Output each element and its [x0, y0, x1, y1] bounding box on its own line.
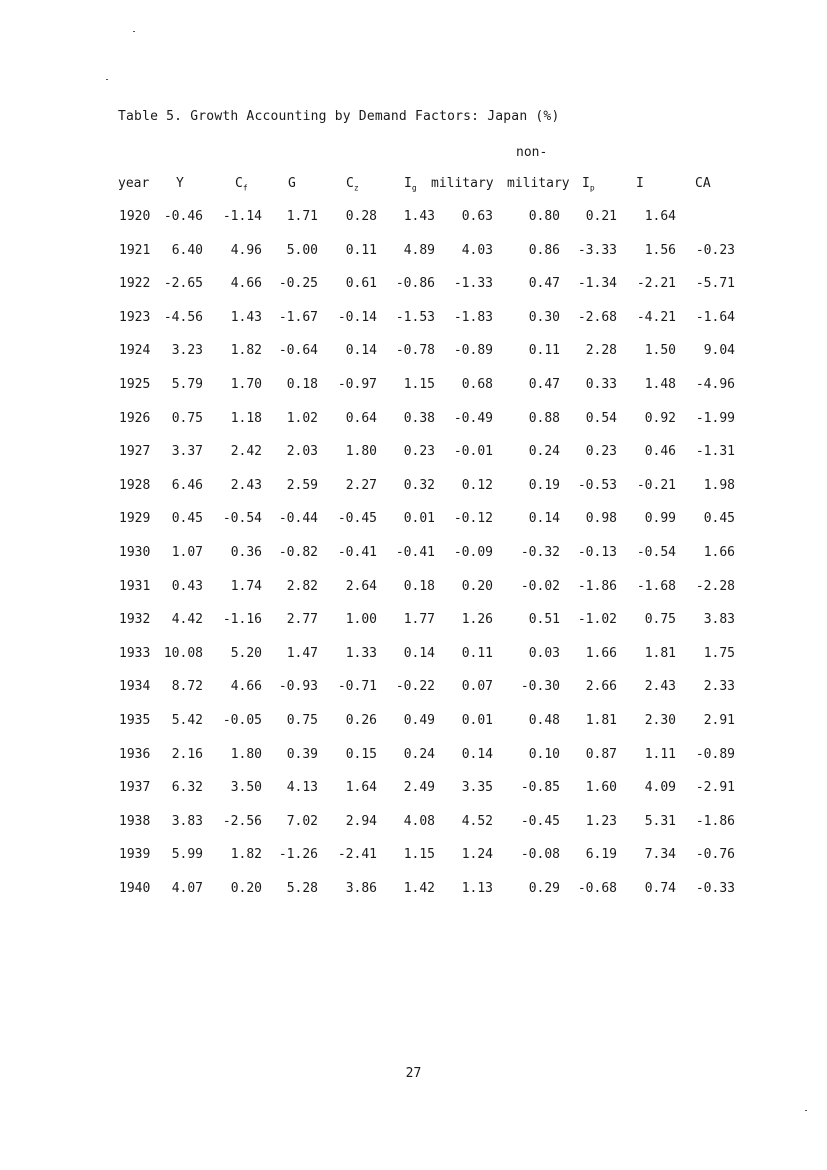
cell-cz: -0.71 — [337, 679, 377, 695]
cell-cf: 1.82 — [230, 343, 262, 359]
cell-nonmilitary: 0.10 — [528, 746, 560, 762]
cell-military: -0.09 — [453, 545, 493, 560]
cell-year: 1923 — [119, 309, 151, 325]
cell-y: 2.16 — [171, 746, 203, 762]
cell-nonmilitary: 0.24 — [528, 444, 560, 460]
cell-y: 0.43 — [171, 578, 203, 594]
cell-cf: 1.82 — [230, 847, 262, 863]
cell-military: 0.07 — [461, 679, 493, 695]
cell-cz: 1.00 — [345, 612, 377, 628]
cell-nonmilitary: 0.11 — [528, 343, 560, 359]
header-ig-sub: g — [411, 183, 417, 193]
cell-ca: -0.76 — [695, 847, 735, 863]
cell-year: 1928 — [119, 477, 151, 493]
cell-ig: 0.49 — [403, 713, 435, 728]
cell-cf: 2.43 — [230, 477, 262, 493]
cell-i: -4.21 — [636, 309, 676, 325]
cell-ip: 0.54 — [585, 410, 617, 426]
cell-ca: 9.04 — [703, 343, 735, 359]
cell-cf: 3.50 — [230, 780, 262, 796]
header-y: Y — [176, 176, 184, 191]
cell-y: 3.37 — [171, 444, 203, 460]
cell-cf: -0.54 — [222, 511, 262, 527]
cell-y: 4.07 — [171, 881, 203, 896]
cell-cz: 0.11 — [345, 242, 377, 258]
header-military: military — [431, 176, 494, 191]
cell-nonmilitary: -0.45 — [520, 813, 560, 829]
cell-cf: 1.18 — [230, 410, 262, 426]
cell-military: 3.35 — [461, 780, 493, 796]
cell-ig: 4.89 — [403, 242, 435, 258]
cell-ca: -0.33 — [695, 881, 735, 896]
cell-military: 0.12 — [461, 477, 493, 493]
cell-g: -0.93 — [278, 679, 318, 695]
cell-military: 4.03 — [461, 242, 493, 258]
cell-g: -0.82 — [278, 545, 318, 560]
cell-year: 1922 — [119, 276, 151, 292]
header-cf-main: C — [235, 176, 243, 191]
cell-year: 1924 — [119, 343, 151, 359]
table-row — [0, 747, 827, 767]
header-ip-sub: p — [589, 183, 595, 193]
cell-i: -1.68 — [636, 578, 676, 594]
cell-military: 1.24 — [461, 847, 493, 863]
cell-ig: 1.77 — [403, 612, 435, 628]
cell-ig: -0.41 — [395, 545, 435, 560]
cell-military: -0.89 — [453, 343, 493, 359]
header-ca: CA — [695, 176, 711, 191]
cell-ip: 1.81 — [585, 713, 617, 728]
cell-nonmilitary: 0.19 — [528, 477, 560, 493]
cell-cf: 1.70 — [230, 377, 262, 392]
header-cz — [346, 176, 359, 193]
cell-g: 4.13 — [286, 780, 318, 796]
cell-i: -0.21 — [636, 477, 676, 493]
cell-ip: 0.23 — [585, 444, 617, 460]
cell-cz: 0.15 — [345, 746, 377, 762]
header-cf — [235, 176, 248, 193]
cell-military: 0.01 — [461, 713, 493, 728]
cell-y: 0.75 — [171, 410, 203, 426]
page-number: 27 — [405, 1066, 422, 1081]
cell-cz: -0.45 — [337, 511, 377, 527]
table-row — [0, 343, 827, 363]
cell-cz: 0.28 — [345, 209, 377, 224]
cell-military: 0.20 — [461, 578, 493, 594]
cell-ca: -4.96 — [695, 377, 735, 392]
table-row — [0, 679, 827, 699]
cell-ip: 0.87 — [585, 746, 617, 762]
table-row — [0, 310, 827, 330]
cell-cf: 4.66 — [230, 679, 262, 695]
cell-ig: 0.24 — [403, 746, 435, 762]
cell-ip: -0.13 — [577, 545, 617, 560]
cell-year: 1926 — [119, 410, 151, 426]
cell-ca: -2.28 — [695, 578, 735, 594]
header-cz-sub: z — [353, 183, 359, 193]
cell-i: 1.56 — [644, 242, 676, 258]
cell-ip: -1.02 — [577, 612, 617, 628]
cell-y: 5.42 — [171, 713, 203, 728]
cell-nonmilitary: 0.30 — [528, 309, 560, 325]
cell-i: -2.21 — [636, 276, 676, 292]
cell-year: 1933 — [119, 645, 151, 661]
cell-g: -0.64 — [278, 343, 318, 359]
cell-y: 8.72 — [171, 679, 203, 695]
cell-ip: -0.53 — [577, 477, 617, 493]
cell-nonmilitary: 0.14 — [528, 511, 560, 527]
cell-year: 1937 — [119, 780, 151, 796]
cell-i: 0.99 — [644, 511, 676, 527]
cell-year: 1925 — [119, 377, 151, 392]
cell-military: 0.11 — [461, 645, 493, 661]
cell-nonmilitary: -0.30 — [520, 679, 560, 695]
cell-cf: -0.05 — [222, 713, 262, 728]
cell-nonmilitary: 0.80 — [528, 209, 560, 224]
table-row — [0, 511, 827, 531]
cell-y: -2.65 — [163, 276, 203, 292]
cell-y: 3.23 — [171, 343, 203, 359]
header-g: G — [288, 176, 296, 191]
cell-g: 1.02 — [286, 410, 318, 426]
cell-military: -1.33 — [453, 276, 493, 292]
cell-ip: 1.23 — [585, 813, 617, 829]
cell-year: 1932 — [119, 612, 151, 628]
table-row — [0, 579, 827, 599]
cell-y: -0.46 — [163, 209, 203, 224]
cell-ca: -0.89 — [695, 746, 735, 762]
cell-military: 1.13 — [461, 881, 493, 896]
cell-ig: 1.15 — [403, 847, 435, 863]
cell-i: -0.54 — [636, 545, 676, 560]
cell-ig: -0.78 — [395, 343, 435, 359]
cell-military: -0.49 — [453, 410, 493, 426]
cell-ca: 0.45 — [703, 511, 735, 527]
header-ig — [404, 176, 417, 193]
table-row — [0, 780, 827, 800]
cell-i: 0.75 — [644, 612, 676, 628]
cell-g: -0.25 — [278, 276, 318, 292]
scan-speck — [106, 79, 108, 80]
cell-cz: 0.14 — [345, 343, 377, 359]
cell-cz: -2.41 — [337, 847, 377, 863]
cell-g: 1.71 — [286, 209, 318, 224]
cell-cz: 2.64 — [345, 578, 377, 594]
cell-ca: 2.91 — [703, 713, 735, 728]
cell-g: 0.18 — [286, 377, 318, 392]
cell-ig: 1.43 — [403, 209, 435, 224]
cell-year: 1935 — [119, 713, 151, 728]
cell-ig: 2.49 — [403, 780, 435, 796]
cell-ip: -0.68 — [577, 881, 617, 896]
cell-nonmilitary: 0.51 — [528, 612, 560, 628]
cell-ig: 1.42 — [403, 881, 435, 896]
cell-nonmilitary: -0.02 — [520, 578, 560, 594]
cell-ip: -2.68 — [577, 309, 617, 325]
cell-year: 1920 — [119, 209, 151, 224]
cell-cf: 5.20 — [230, 645, 262, 661]
cell-ig: 1.15 — [403, 377, 435, 392]
cell-nonmilitary: 0.47 — [528, 377, 560, 392]
cell-military: -0.01 — [453, 444, 493, 460]
table-row — [0, 209, 827, 229]
cell-cz: -0.14 — [337, 309, 377, 325]
cell-nonmilitary: 0.29 — [528, 881, 560, 896]
cell-nonmilitary: 0.03 — [528, 645, 560, 661]
cell-year: 1929 — [119, 511, 151, 527]
cell-ca: 2.33 — [703, 679, 735, 695]
cell-year: 1940 — [119, 881, 151, 896]
cell-cz: 0.26 — [345, 713, 377, 728]
cell-g: 5.28 — [286, 881, 318, 896]
cell-ca: 1.98 — [703, 477, 735, 493]
cell-military: 0.68 — [461, 377, 493, 392]
table-row — [0, 444, 827, 464]
table-row — [0, 612, 827, 632]
table-row — [0, 847, 827, 867]
cell-y: 6.46 — [171, 477, 203, 493]
cell-cz: 1.33 — [345, 645, 377, 661]
cell-nonmilitary: 0.88 — [528, 410, 560, 426]
cell-cz: 2.94 — [345, 813, 377, 829]
cell-i: 0.92 — [644, 410, 676, 426]
cell-year: 1936 — [119, 746, 151, 762]
cell-ip: 0.21 — [585, 209, 617, 224]
cell-ca: 1.75 — [703, 645, 735, 661]
header-year: year — [118, 176, 150, 191]
cell-y: 3.83 — [171, 813, 203, 829]
table-row — [0, 243, 827, 263]
cell-military: -1.83 — [453, 309, 493, 325]
cell-g: -1.67 — [278, 309, 318, 325]
table-row — [0, 814, 827, 834]
header-cz-main: C — [346, 176, 354, 191]
cell-cz: 0.61 — [345, 276, 377, 292]
cell-g: 2.59 — [286, 477, 318, 493]
cell-i: 4.09 — [644, 780, 676, 796]
cell-g: 5.00 — [286, 242, 318, 258]
cell-cf: 1.43 — [230, 309, 262, 325]
table-row — [0, 881, 827, 901]
cell-y: 10.08 — [163, 645, 203, 661]
cell-i: 1.48 — [644, 377, 676, 392]
cell-i: 2.43 — [644, 679, 676, 695]
cell-nonmilitary: -0.32 — [520, 545, 560, 560]
cell-cf: 4.96 — [230, 242, 262, 258]
scan-speck — [133, 31, 135, 32]
cell-ig: 0.14 — [403, 645, 435, 661]
cell-ig: 0.32 — [403, 477, 435, 493]
cell-ip: 2.66 — [585, 679, 617, 695]
cell-ip: 1.60 — [585, 780, 617, 796]
cell-ig: -0.22 — [395, 679, 435, 695]
cell-i: 7.34 — [644, 847, 676, 863]
cell-i: 1.50 — [644, 343, 676, 359]
cell-cz: 2.27 — [345, 477, 377, 493]
cell-ip: -1.86 — [577, 578, 617, 594]
table-row — [0, 713, 827, 733]
cell-i: 1.11 — [644, 746, 676, 762]
cell-year: 1921 — [119, 242, 151, 258]
cell-y: 5.99 — [171, 847, 203, 863]
cell-cz: 0.64 — [345, 410, 377, 426]
cell-cz: 1.64 — [345, 780, 377, 796]
cell-cz: -0.41 — [337, 545, 377, 560]
cell-cf: 4.66 — [230, 276, 262, 292]
scan-speck — [805, 1110, 807, 1111]
cell-year: 1934 — [119, 679, 151, 695]
cell-year: 1938 — [119, 813, 151, 829]
cell-year: 1930 — [119, 545, 151, 560]
cell-y: -4.56 — [163, 309, 203, 325]
cell-y: 0.45 — [171, 511, 203, 527]
cell-y: 6.40 — [171, 242, 203, 258]
cell-i: 5.31 — [644, 813, 676, 829]
cell-ig: -0.86 — [395, 276, 435, 292]
cell-year: 1939 — [119, 847, 151, 863]
cell-military: 4.52 — [461, 813, 493, 829]
cell-i: 2.30 — [644, 713, 676, 728]
cell-g: 2.03 — [286, 444, 318, 460]
cell-ca: 1.66 — [703, 545, 735, 560]
cell-cf: -1.16 — [222, 612, 262, 628]
cell-ca: -1.64 — [695, 309, 735, 325]
cell-ig: -1.53 — [395, 309, 435, 325]
header-nonmilitary: military — [507, 176, 570, 191]
cell-cf: -2.56 — [222, 813, 262, 829]
cell-cf: 0.20 — [230, 881, 262, 896]
cell-g: 2.77 — [286, 612, 318, 628]
table-row — [0, 646, 827, 666]
cell-g: -1.26 — [278, 847, 318, 863]
cell-ip: 2.28 — [585, 343, 617, 359]
cell-cf: 0.36 — [230, 545, 262, 560]
header-i: I — [636, 176, 644, 191]
cell-cz: -0.97 — [337, 377, 377, 392]
cell-ca: 3.83 — [703, 612, 735, 628]
cell-y: 1.07 — [171, 545, 203, 560]
cell-g: 2.82 — [286, 578, 318, 594]
cell-ig: 0.38 — [403, 410, 435, 426]
cell-ig: 0.01 — [403, 511, 435, 527]
table-caption: Table 5. Growth Accounting by Demand Factors: Japan (%) — [118, 109, 560, 124]
cell-military: 0.63 — [461, 209, 493, 224]
cell-ip: 1.66 — [585, 645, 617, 661]
cell-ip: -1.34 — [577, 276, 617, 292]
cell-g: 7.02 — [286, 813, 318, 829]
cell-cf: 1.80 — [230, 746, 262, 762]
cell-nonmilitary: -0.85 — [520, 780, 560, 796]
cell-ig: 0.18 — [403, 578, 435, 594]
cell-cz: 1.80 — [345, 444, 377, 460]
cell-ca: -0.23 — [695, 242, 735, 258]
cell-ig: 0.23 — [403, 444, 435, 460]
cell-ca: -5.71 — [695, 276, 735, 292]
cell-g: 0.39 — [286, 746, 318, 762]
cell-cf: 2.42 — [230, 444, 262, 460]
cell-y: 4.42 — [171, 612, 203, 628]
cell-g: -0.44 — [278, 511, 318, 527]
cell-ca: -1.99 — [695, 410, 735, 426]
cell-nonmilitary: 0.47 — [528, 276, 560, 292]
cell-ip: 0.98 — [585, 511, 617, 527]
cell-ca: -2.91 — [695, 780, 735, 796]
cell-cz: 3.86 — [345, 881, 377, 896]
header-non-prefix: non- — [516, 145, 548, 160]
cell-military: 0.14 — [461, 746, 493, 762]
cell-ip: 6.19 — [585, 847, 617, 863]
cell-y: 5.79 — [171, 377, 203, 392]
cell-nonmilitary: -0.08 — [520, 847, 560, 863]
table-row — [0, 545, 827, 565]
cell-i: 1.81 — [644, 645, 676, 661]
header-cf-sub: f — [242, 183, 248, 193]
table-row — [0, 377, 827, 397]
cell-ca: -1.31 — [695, 444, 735, 460]
cell-military: 1.26 — [461, 612, 493, 628]
table-row — [0, 411, 827, 431]
cell-nonmilitary: 0.86 — [528, 242, 560, 258]
cell-military: -0.12 — [453, 511, 493, 527]
header-ig-main: I — [404, 176, 412, 191]
cell-g: 0.75 — [286, 713, 318, 728]
cell-ip: -3.33 — [577, 242, 617, 258]
table-row — [0, 478, 827, 498]
table-row — [0, 276, 827, 296]
header-ip-main: I — [582, 176, 590, 191]
cell-cf: -1.14 — [222, 209, 262, 224]
header-ip — [582, 176, 595, 193]
cell-cf: 1.74 — [230, 578, 262, 594]
cell-ca: -1.86 — [695, 813, 735, 829]
cell-ig: 4.08 — [403, 813, 435, 829]
cell-ip: 0.33 — [585, 377, 617, 392]
cell-year: 1927 — [119, 444, 151, 460]
cell-i: 1.64 — [644, 209, 676, 224]
cell-g: 1.47 — [286, 645, 318, 661]
cell-y: 6.32 — [171, 780, 203, 796]
cell-nonmilitary: 0.48 — [528, 713, 560, 728]
cell-year: 1931 — [119, 578, 151, 594]
cell-i: 0.46 — [644, 444, 676, 460]
cell-i: 0.74 — [644, 881, 676, 896]
